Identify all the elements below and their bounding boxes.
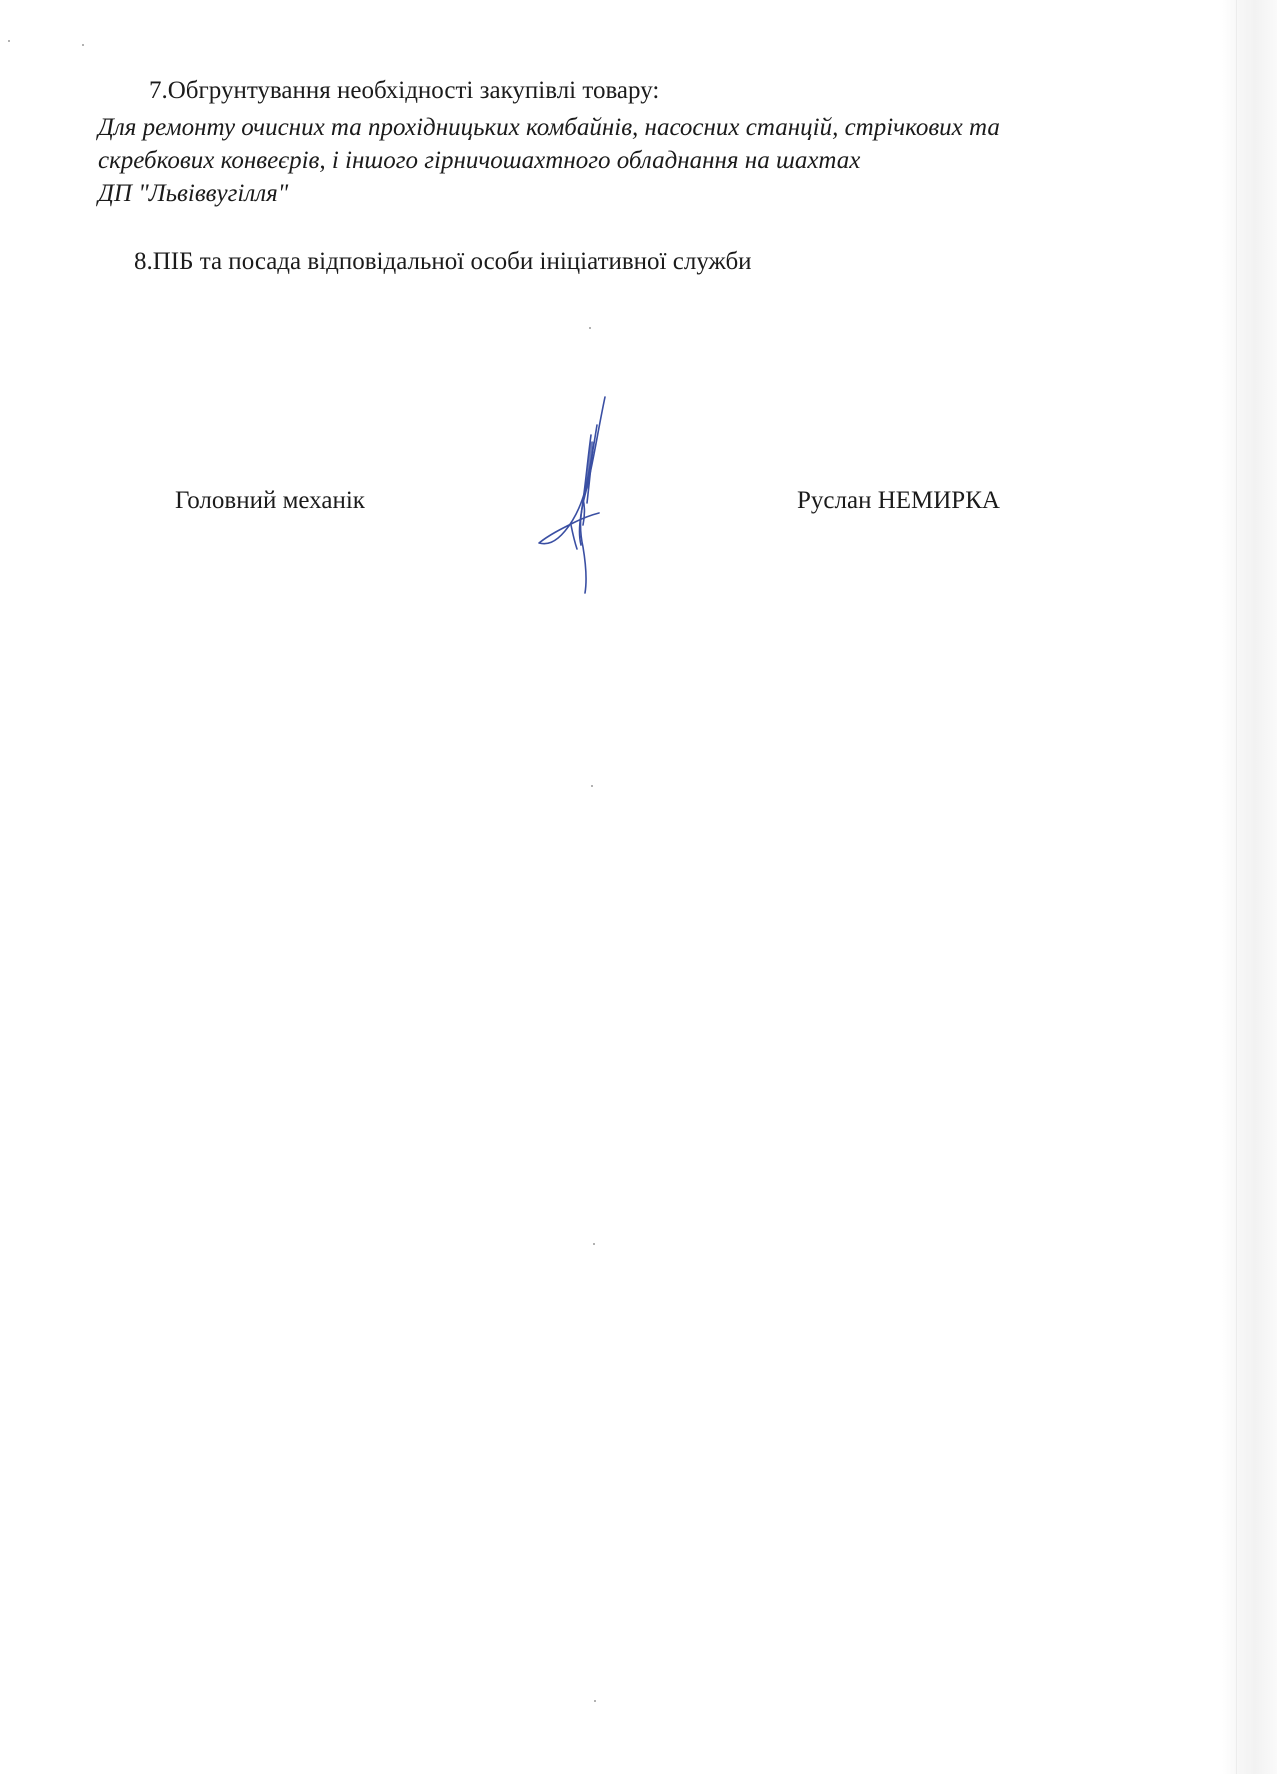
section-7-justification: [98, 111, 1208, 210]
scan-speck: [82, 44, 84, 46]
scan-speck: [594, 1700, 596, 1702]
scan-speck: [589, 327, 591, 329]
justification-line-3: ДП "Львіввугілля": [98, 180, 289, 207]
scan-speck: [8, 40, 10, 42]
section-7-heading: 7.Обгрунтування необхідності закупівлі товару:: [149, 77, 660, 104]
scan-edge-shadow: [1222, 0, 1277, 1774]
justification-line-2: скребкових конвеєрів, і іншого гірничошахтного обладнання на шахтах: [98, 147, 861, 174]
section-8-heading: 8.ПІБ та посада відповідальної особи ініціативної служби: [134, 248, 752, 275]
justification-line-1: Для ремонту очисних та прохідницьких комбайнів, насосних станцій, стрічкових та: [98, 114, 1000, 141]
signatory-name: Руслан НЕМИРКА: [797, 487, 1000, 514]
handwritten-signature: [535, 395, 615, 595]
scan-speck: [591, 785, 593, 787]
signatory-position: Головний механік: [175, 487, 365, 514]
scan-edge-line: [1236, 0, 1237, 1774]
scan-speck: [593, 1243, 595, 1245]
